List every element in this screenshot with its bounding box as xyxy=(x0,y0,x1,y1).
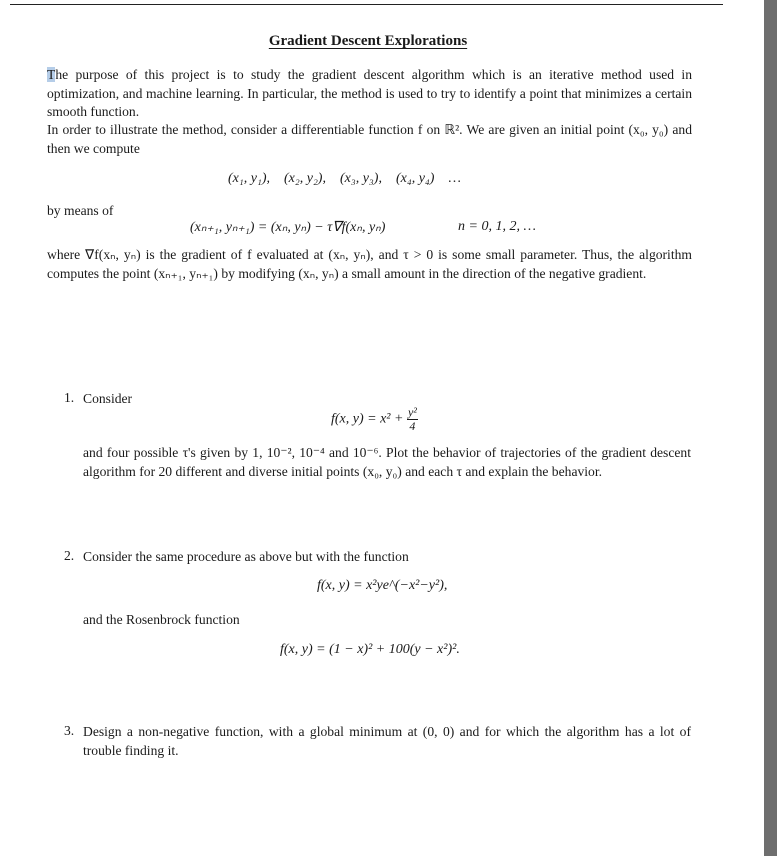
page-title: Gradient Descent Explorations xyxy=(268,33,468,49)
item3-body: Design a non-negative function, with a global minimum at (0, 0) and for which the algorithm has a lot of trouble finding it. xyxy=(83,724,691,758)
list-item-number: 3. xyxy=(64,723,75,738)
n-range-formula: n = 0, 1, 2, … xyxy=(458,219,536,234)
item1-lead: Consider xyxy=(83,391,133,406)
update-rule-formula: (xₙ₊₁, yₙ₊₁) = (xₙ, yₙ) − τ∇f(xₙ, yₙ) xyxy=(190,220,386,235)
rosenbrock-formula: f(x, y) = (1 − x)² + 100(y − x²)². xyxy=(280,642,460,657)
item1-formula xyxy=(331,406,418,433)
list-item-number: 1. xyxy=(64,390,75,405)
intro-text: he purpose of this project is to study the gradient descent algorithm which is an iterative method used in optimization, and machine learning. In particular, the method is used to try to identify a point that minimizes a certain smooth function. xyxy=(47,67,692,119)
item1-formula-lhs: f(x, y) = x² + xyxy=(331,411,407,427)
fraction-denominator: 4 xyxy=(409,419,416,433)
explanation-paragraph: where ∇f(xₙ, yₙ) is the gradient of f evaluated at (xₙ, yₙ), and τ > 0 is some small parameter. Thus, the algorithm computes the point (xₙ₊₁, yₙ₊₁) by modifying (xₙ, yₙ) a small amount in the direction of the negative gradient. xyxy=(47,247,692,281)
item2-connector: and the Rosenbrock function xyxy=(83,612,240,627)
selected-first-letter[interactable]: T xyxy=(47,67,56,82)
vertical-scrollbar[interactable] xyxy=(764,0,777,856)
setup-paragraph: In order to illustrate the method, consider a differentiable function f on ℝ². We are given an initial point (x₀, y₀) and then we compute xyxy=(47,122,692,156)
sequence-formula: (x₁, y₁), (x₂, y₂), (x₃, y₃), (x₄, y₄) … xyxy=(228,171,461,186)
by-means-of-text: by means of xyxy=(47,203,114,218)
fraction xyxy=(407,406,418,433)
item1-body: and four possible τ's given by 1, 10⁻², 10⁻⁴ and 10⁻⁶. Plot the behavior of trajectories of the gradient descent algorithm for 20 different and diverse initial points (x₀, y₀) and each τ and explain the behavior. xyxy=(83,445,691,479)
fraction-numerator: y² xyxy=(407,405,417,419)
list-item-number: 2. xyxy=(64,548,75,563)
intro-paragraph xyxy=(47,66,692,122)
item2-formula-1: f(x, y) = x²ye^(−x²−y²), xyxy=(317,578,448,593)
item2-lead: Consider the same procedure as above but with the function xyxy=(83,549,409,564)
